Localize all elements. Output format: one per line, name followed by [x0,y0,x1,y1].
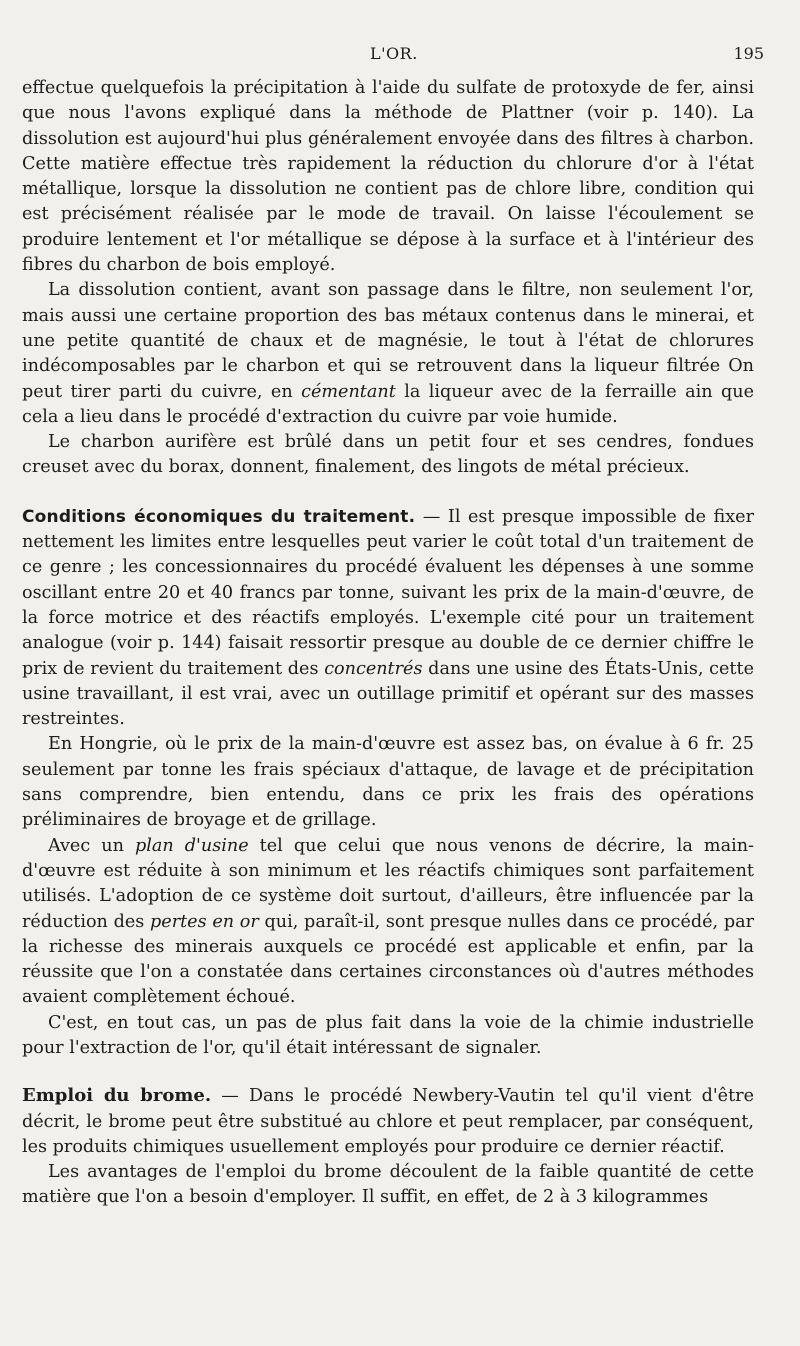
paragraph-text: tel que celui que nous venons de décrire, la main-d'œuvre est réduite à son minimum et les réactifs chimiques sont parfaitement utilisés. L'adoption de ce système doit surtout, d'ailleurs, être influencée par la réduction des [22,835,754,932]
paragraph-text: — Dans le procédé Newbery-Vautin tel qu'il vient d'être décrit, le brome peut être substitué au chlore et peut remplacer, par conséquent, les produits chimiques usuellement employés pour produire ce dernier réactif. [22,1086,754,1157]
paragraph-text: Le charbon aurifère est brûlé dans un petit four et ses cendres, fondues creuset avec du borax, donnent, finalement, des lingots de métal précieux. [22,432,754,478]
running-title: L'OR. [370,44,418,63]
section-heading: Conditions économiques du traitement. [22,506,416,527]
paragraph-text: la liqueur avec de la ferraille ain que cela a lieu dans le procédé d'extraction du cuivre par voie humide. [22,381,754,427]
section-emploi-brome [22,1083,754,1160]
paragraph-text: Avec un [48,835,135,856]
page-number: 195 [733,44,764,63]
paragraph-text: En Hongrie, où le prix de la main-d'œuvre est assez bas, on évalue à 6 fr. 25 seulement par tonne les frais spéciaux d'attaque, de lavage et de précipitation sans comprendre, bien entendu, dans ce prix les frais des opérations préliminaires de broyage et de grillage. [22,734,754,831]
paragraph-text: qui, paraît-il, sont presque nulles dans ce procédé, par la richesse des minerais auxquels ce procédé est applicable et enfin, par la réussite que l'on a constatée dans certaines circonstances où d'autres méthodes avaient complètement échoué. [22,911,755,1008]
paragraph-text: dans une usine des États-Unis, cette usine travaillant, il est vrai, avec un outillage primitif et opérant sur des masses restreintes. [22,658,754,730]
section-conditions-economiques [22,505,754,733]
paragraph-text: C'est, en tout cas, un pas de plus fait dans la voie de la chimie industrielle pour l'extraction de l'or, qu'il était intéressant de signaler. [22,1012,754,1058]
paragraph-charbon [22,430,754,481]
paragraph-text: La dissolution contient, avant son passage dans le filtre, non seulement l'or, mais aussi une certaine proportion des bas métaux contenus dans le minerai, et une petite quantité de chaux et de magnésie, le tout à l'état de chlorures indécomposables par le charbon et qui se retrouvent dans la liqueur filtrée On peut tirer parti du cuivre, en [22,280,754,402]
page-header [0,44,800,68]
page-body [22,76,754,1211]
paragraph-hongrie [22,732,754,833]
paragraph-plan-usine [22,834,754,1011]
section-heading: Emploi du brome. [22,1085,212,1107]
paragraph-text: — Il est presque impossible de fixer nettement les limites entre lesquelles peut varier le coût total d'un traitement de ce genre ; les concessionnaires du procédé évaluent les dépenses à une somme oscillant entre 20 et 40 francs par tonne, suivant les prix de la main-d'œuvre, de la force motrice et des réactifs employés. L'exemple cité pour un traitement analogue (voir p. 144) faisait ressortir presque au double de ce dernier chiffre le prix de revient du traitement des [22,506,754,679]
italic-term: plan d'usine [135,835,249,856]
paragraph-conclusion [22,1011,754,1062]
paragraph-avantages-brome [22,1160,754,1211]
italic-term: pertes en or [150,911,259,932]
italic-term: cémentant [301,381,396,402]
paragraph-text: Les avantages de l'emploi du brome découlent de la faible quantité de cette matière que l'on a besoin d'employer. Il suffit, en effet, de 2 à 3 kilogrammes [22,1162,754,1208]
paragraph-dissolution [22,278,754,430]
italic-term: concentrés [324,658,423,679]
paragraph-text: effectue quelquefois la précipitation à l'aide du sulfate de protoxyde de fer, ainsi que nous l'avons expliqué dans la méthode de Plattner (voir p. 140). La dissolution est aujourd'hui plus généralement envoyée dans des filtres à charbon. Cette matière effectue très rapidement la réduction du chlorure d'or à l'état métallique, lorsque la dissolution ne contient pas de chlore libre, condition qui est précisément réalisée par le mode de travail. On laisse l'écoulement se produire lentement et l'or métallique se dépose à la surface et à l'intérieur des fibres du charbon de bois employé. [22,78,754,276]
paragraph-filtration [22,76,754,278]
